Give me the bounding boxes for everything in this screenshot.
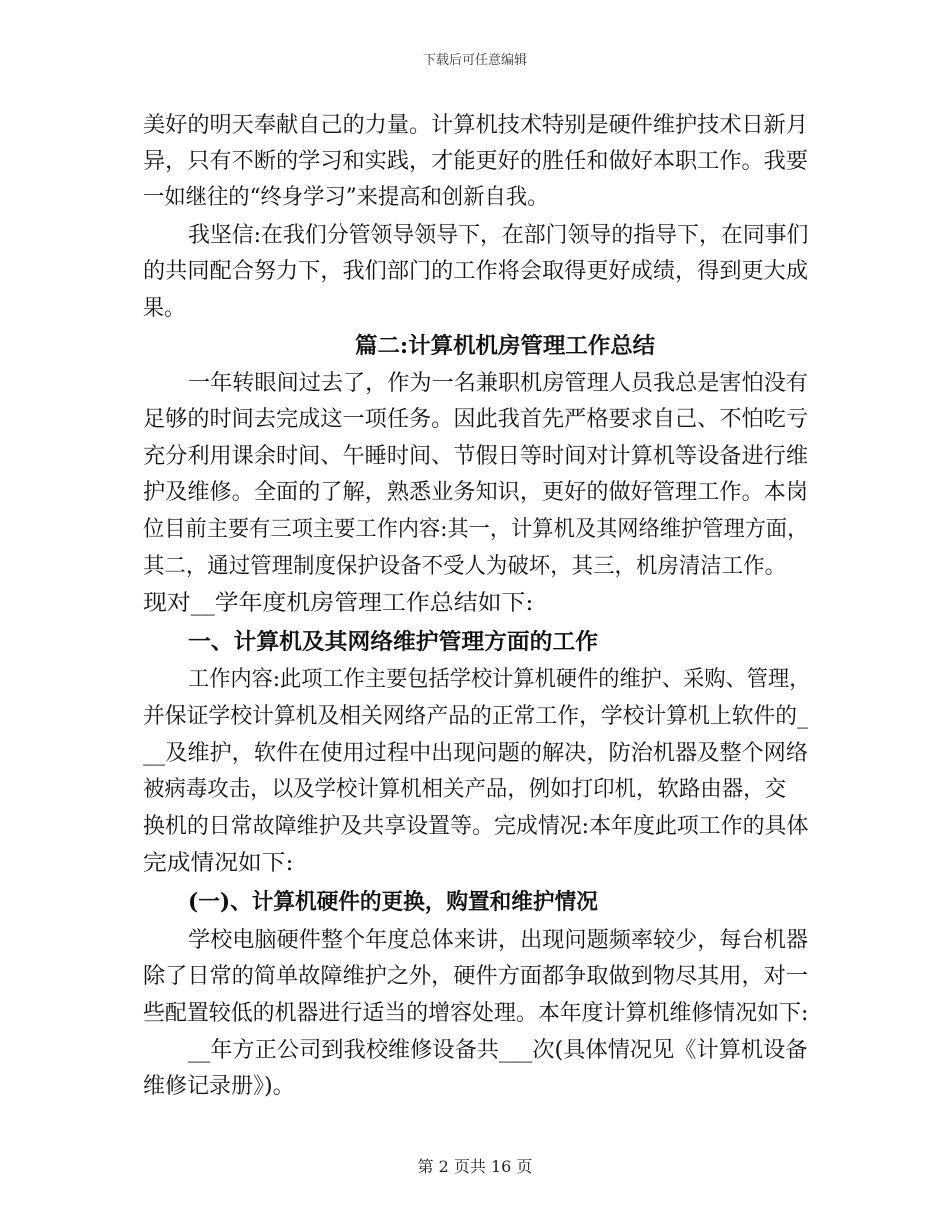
body-line: 异，只有不断的学习和实践，才能更好的胜任和做好本职工作。我要	[143, 149, 809, 174]
body-line: 完成情况如下:	[143, 851, 294, 876]
body-line: 些配置较低的机器进行适当的增容处理。本年度计算机维修情况如下:	[143, 1001, 809, 1026]
body-line: 位目前主要有三项主要工作内容:其一，计算机及其网络维护管理方面，	[143, 517, 809, 542]
body-line: __年方正公司到我校维修设备共___次(具体情况见《计算机设备	[188, 1038, 808, 1063]
body-line: 一如继往的“终身学习”来提高和创新自我。	[143, 185, 549, 210]
body-line: 一年转眼间过去了，作为一名兼职机房管理人员我总是害怕没有	[188, 371, 809, 396]
body-line: 其二，通过管理制度保护设备不受人为破坏，其三，机房清洁工作。	[143, 554, 787, 579]
body-line: 现对__学年度机房管理工作总结如下:	[143, 591, 534, 616]
body-line: 除了日常的简单故障维护之外，硬件方面都争取做到物尽其用，对一	[143, 964, 809, 989]
section-heading: 篇二:计算机机房管理工作总结	[355, 333, 656, 359]
subsection-heading: (一)、计算机硬件的更换，购置和维护情况	[188, 889, 598, 915]
body-line: 并保证学校计算机及相关网络产品的正常工作，学校计算机上软件的_	[143, 704, 809, 729]
body-line: 充分利用课余时间、午睡时间、节假日等时间对计算机等设备进行维	[143, 444, 809, 469]
body-line: 学校电脑硬件整个年度总体来讲，出现问题频率较少，每台机器	[188, 928, 809, 953]
body-line: 换机的日常故障维护及共享设置等。完成情况:本年度此项工作的具体	[143, 814, 809, 839]
body-line: 的共同配合努力下，我们部门的工作将会取得更好成绩，得到更大成	[143, 259, 809, 284]
body-line: 果。	[143, 296, 186, 321]
page-header: 下载后可任意编辑	[422, 53, 527, 68]
body-line: 我坚信:在我们分管领导领导下，在部门领导的指导下，在同事们	[188, 223, 809, 248]
body-line: 美好的明天奉献自己的力量。计算机技术特别是硬件维护技术日新月	[143, 113, 809, 138]
body-line: 维修记录册》)。	[143, 1074, 295, 1099]
body-line: 足够的时间去完成这一项任务。因此我首先严格要求自己、不怕吃亏	[143, 407, 809, 432]
body-line: 护及维修。全面的了解，熟悉业务知识，更好的做好管理工作。本岗	[143, 480, 809, 505]
page-footer: 第 2 页共 16 页	[417, 1157, 533, 1176]
body-line: 被病毒攻击，以及学校计算机相关产品，例如打印机，软路由器，交	[143, 777, 787, 802]
subsection-heading: 一、计算机及其网络维护管理方面的工作	[188, 629, 599, 655]
body-line: 工作内容:此项工作主要包括学校计算机硬件的维护、采购、管理，	[188, 667, 811, 692]
body-line: __及维护，软件在使用过程中出现问题的解决，防治机器及整个网络	[143, 741, 809, 766]
